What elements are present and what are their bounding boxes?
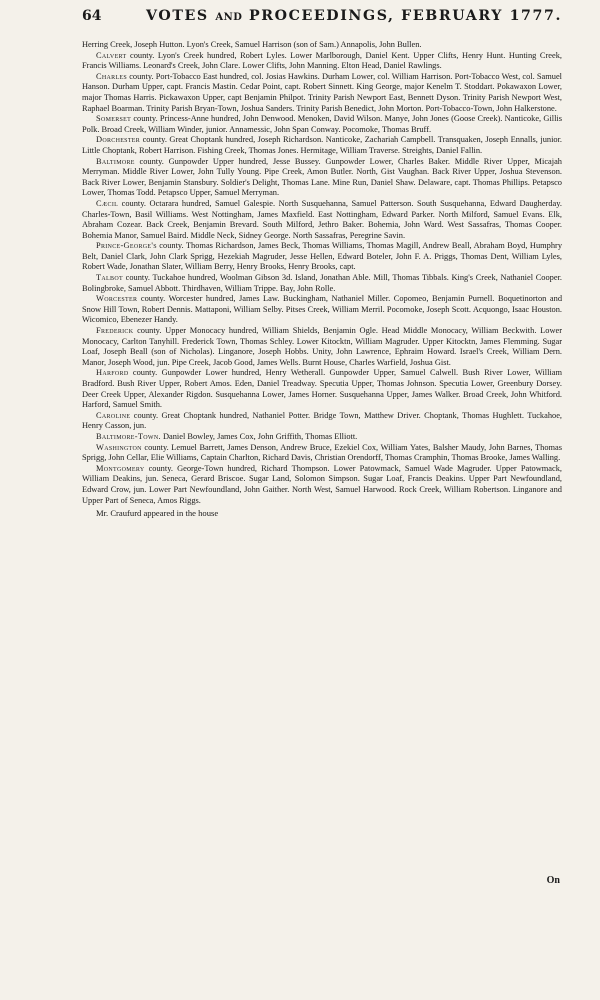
paragraph-text: Daniel Bowley, James Cox, John Griffith, Thomas Elliott. [162, 431, 358, 441]
paragraph [82, 199, 562, 241]
paragraph [82, 114, 562, 135]
county-name: Harford [96, 368, 129, 378]
title-and: AND [215, 12, 243, 23]
paragraph-text: county. Worcester hundred, James Law. Buckingham, Nathaniel Miller. Copomeo, Benjamin Purnell. Boquetinorton and Snow Hill Town, Robert Dennis. Mattaponi, William Selby. Pitses Creek, William Merril. Pocomoke, Joseph Scott. Acquongo, Isaac Houston. Wicomico, Ebenezer Handy. [82, 294, 563, 325]
paragraph-text: county. Lyon's Creek hundred, Robert Lyles. Lower Marlborough, Daniel Kent. Upper Clifts, Henry Hunt. Hunting Creek, Francis Williams. Leonard's Creek, John Clare. Lower Clifts, John Manning. Elton Head, Daniel Rawlings. [82, 50, 562, 71]
paragraph [82, 157, 562, 199]
county-name: Dorchester [96, 135, 141, 145]
paragraph [82, 72, 562, 114]
paragraph [82, 241, 562, 273]
paragraph-text: county. Princess-Anne hundred, John Denwood. Menoken, David Wilson. Manye, John Jones (Goose Creek). Nanticoke, Gillis Polk. Broad Creek, William Winder, junior. Annamessic, John Span Conway. Pocomoke, Thomas Bruff. [82, 114, 563, 134]
paragraph [82, 443, 562, 464]
paragraph-text: county. George-Town hundred, Richard Thompson. Lower Patowmack, Samuel Wade Magruder. Upper Patowmack, William Deakins, jun. Seneca, Gerard Briscoe. Sugar Land, Solomon Simpson. Sugar Loaf, Francis Deakins. Upper Part Newfoundland, Edward Crow, jun. Lower Part Newfoundland, John Gaither. North West, Samuel Harwood. Rock Creek, William Robertson. Linganore and Upper Part of Seneca, Amos Riggs. [82, 463, 563, 505]
paragraph [82, 432, 562, 443]
county-name: Baltimore [96, 156, 135, 166]
county-name: Montgomery [96, 463, 145, 473]
title-proceedings: PROCEEDINGS, [248, 8, 395, 24]
paragraph-text: county. Great Choptank hundred, Joseph Richardson. Nanticoke, Zachariah Campbell. Transquaken, Joseph Ennalls, junior. Little Choptank, Robert Harrison. Fishing Creek, Thomas Jones. Hermitage, William Traverse. Streights, Daniel Fallin. [82, 135, 562, 155]
paragraph-text: county. Thomas Richardson, James Beck, Thomas Williams, Thomas Magill, Andrew Beall, Abraham Boyd, Humphry Belt, Daniel Clark, John Clark Sprigg, Hezekiah Magruder, Jesse Hellen, Edward Boteler, John F. A. Priggs, Thomas Dent, William Lyles, Robert Wade, Jonathan Slater, William Berry, Henry Brooks, Henry Brooks, capt. [82, 241, 563, 272]
paragraph [82, 326, 562, 368]
catchword: On [546, 875, 560, 886]
paragraph-text: county. Great Choptank hundred, Nathaniel Potter. Bridge Town, Matthew Driver. Choptank, Thomas Hughlett. Tuckahoe, Henry Casson, jun. [82, 410, 563, 431]
county-name: Caroline [96, 410, 131, 420]
paragraph-text: county. Gunpowder Upper hundred, Jesse Bussey. Gunpowder Lower, Charles Baker. Middle River Upper, Micajah Merryman. Middle River Lower, John Tully Young. Pipe Creek, Amon Butler. North, Gist Vaughan. Back River Upper, Joshua Stevenson. Back River Lower, Benjamin Stansbury. Soldier's Delight, Thomas Lane. Mine Run, Daniel Shaw. Delaware, capt. Thomas Phillips. Petapsco Lower, Thomas Todd. Petapsco Upper, Samuel Merryman. [82, 156, 562, 198]
paragraph [82, 464, 562, 506]
page-header [82, 8, 562, 36]
county-name: Charles [96, 71, 128, 81]
paragraph [82, 368, 562, 410]
county-name: Worcester [96, 294, 138, 304]
paragraph [82, 135, 562, 156]
county-name: Frederick [96, 326, 134, 336]
running-title [146, 8, 562, 24]
paragraph-text: county. Upper Monocacy hundred, William Shields, Benjamin Ogle. Head Middle Monocacy, William Beckwith. Lower Monocacy, Carlton Tanyhill. Frederick Town, Thomas Schley. Lower Kitocktn, William Magruder. Upper Kitocktn, James Flemming. Sugar Loaf, Joseph Beall (son of Nicholas). Linganore, Joseph Hobbs. Unity, John Lawrence, Ephraim Howard. Israel's Creek, William Dern. Manor, Joseph Wood, jun. Pipe Creek, Jacob Good, James Wells. Burnt House, Charles Warfield, Joshua Gist. [82, 326, 562, 367]
county-name: Prince-George's [96, 241, 157, 251]
paragraph-text: county. Octarara hundred, Samuel Galespie. North Susquehanna, Samuel Patterson. South Susquehanna, Edward Daugherday. Charles-Town, Basil Williams. West Nottingham, James Maxfield. East Nottingham, Edward Parker. North Milford, Samuel Evans. Elk, Abraham Cozear. Back Creek, Benjamin Brevard. South Milford, Jethro Baker. Bohemia, John Ward. West Sassafras, Thomas Cooper. Bohemia Manor, Samuel Baird. Middle Neck, Sidney George. North Sassafras, Peregrine Savin. [82, 198, 562, 240]
county-name: Cæcil [96, 198, 119, 208]
title-date: FEBRUARY 1777. [401, 8, 562, 24]
paragraph [82, 51, 562, 72]
page-number: 64 [82, 8, 102, 24]
paragraph-text: Herring Creek, Joseph Hutton. Lyon's Creek, Samuel Harrison (son of Sam.) Annapolis, John Bullen. [82, 40, 422, 49]
paragraph-text: county. Gunpowder Lower hundred, Henry Wetherall. Gunpowder Upper, Samuel Calwell. Bush River Lower, William Bradford. Bush River Upper, Robert Amos. Eden, Daniel Treadway. Specutia Upper, Thomas Johnson. Specutia Lower, Greenbury Dorsey. Deer Creek Upper, Alexander Rigdon. Susquehanna Lower, James Horner. Susquehanna Upper, James Walker. Broad Creek, John Whitford. Harford, Samuel Smith. [82, 368, 562, 410]
county-name: Talbot [96, 273, 123, 283]
paragraph-text: county. Lemuel Barrett, James Denson, Andrew Bruce, Ezekiel Cox, William Yates, Balsher Maudy, John Barnes, Thomas Sprigg, John Cellar, Elie Williams, Captain Charlton, Richard Davis, Christian Orendorff, Thomas Cramphin, Thomas Brooke, James Walling. [82, 442, 563, 463]
title-votes: VOTES [146, 8, 209, 24]
closing-line: Mr. Craufurd appeared in the house [96, 508, 219, 519]
body-text [82, 40, 562, 519]
paragraph [82, 411, 562, 432]
county-name: Washington [96, 442, 142, 452]
county-name: Baltimore-Town. [96, 431, 161, 441]
paragraph [82, 294, 562, 326]
county-name: Somerset [96, 114, 132, 124]
paragraph [82, 40, 562, 51]
county-name: Calvert [96, 50, 127, 60]
paragraph-text: county. Port-Tobacco East hundred, col. Josias Hawkins. Durham Lower, col. William Harrison. Port-Tobacco West, col. Samuel Hanson. Durham Upper, capt. Francis Mastin. Cedar Point, capt. Robert Sinnett. King George, major Kenelm T. Stoddart. Pokawaxon Lower, major Thomas Harris. Pickawaxon Upper, capt Benjamin Philpot. Trinity Parish Newport East, Bennett Dyson. Trinity Parish Newport West, Raphael Boarman. Trinity Parish Bryan-Town, Joshua Sanders. Trinity Parish Benedict, John Morton. Port-Tobacco-Town, John Halkerstone. [82, 71, 563, 113]
paragraph [82, 273, 562, 294]
paragraph-text: county. Tuckahoe hundred, Woolman Gibson 3d. Island, Jonathan Able. Mill, Thomas Tibbals. King's Creek, Nathaniel Cooper. Bolingbroke, Samuel Abbott. Thirdhaven, William Trippe. Bay, John Rolle. [82, 273, 562, 293]
